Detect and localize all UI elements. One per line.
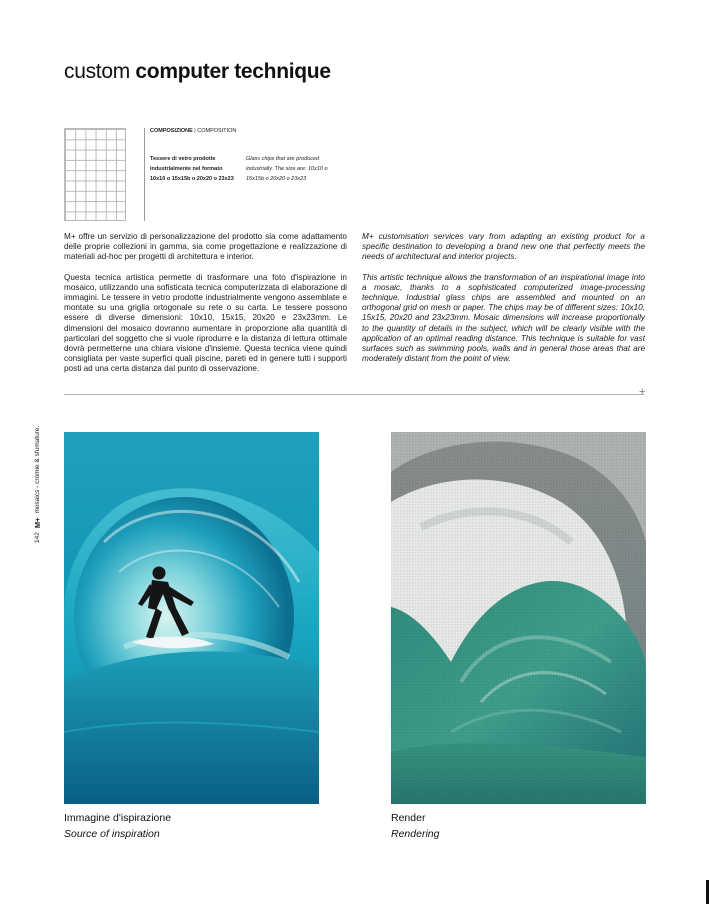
mosaic-render-image xyxy=(391,432,646,804)
composition-heading-en: COMPOSITION xyxy=(197,128,237,134)
body-column-english xyxy=(362,232,645,374)
page-number: 142 xyxy=(33,532,41,543)
spec-en-line: industrially. The size are: 10x10 o xyxy=(246,166,328,172)
spec-en-line: Glass chips that are produced xyxy=(246,156,320,162)
spec-it-line: industrialmente nel formato xyxy=(150,166,223,172)
composition-heading-it: COMPOSIZIONE xyxy=(150,128,193,134)
brand-logo: M+ xyxy=(32,517,42,529)
composition-heading xyxy=(150,126,236,136)
running-footer xyxy=(31,378,43,543)
caption-en: Rendering xyxy=(391,828,440,840)
composition-spec-en xyxy=(246,154,356,184)
spec-it-line: 10x10 o 15x15b o 20x20 o 23x23 xyxy=(150,176,234,182)
paragraph: M+ customisation services vary from adapting an existing product for a specific destination to developing a brand new one that perfectly meets the needs of architectural and interior projects. xyxy=(362,232,645,262)
paragraph: This artistic technique allows the transformation of an inspirational image into a mosaic, thanks to a sophisticated computerized image-processing technique. Industrial glass chips are assembled and mounted on an orthogonal grid on mesh or paper. The chips may be of different sizes: 10x10, 15x15, 20x20 and 23x23mm. Mosaic dimensions will increase proportionally to the quantity of details in the subject, which will be clearly visible with the application of an optimal reading distance. This technique is suitable for vast surfaces such as swimming pools, walls and in general those areas that are moderately distant from the point of view. xyxy=(362,272,645,364)
caption-render xyxy=(391,810,439,842)
body-column-italian xyxy=(64,232,347,385)
caption-it: Render xyxy=(391,812,426,824)
chip-grid-swatch xyxy=(64,128,126,221)
caption-en: Source of inspiration xyxy=(64,828,160,840)
caption-it: Immagine d'ispirazione xyxy=(64,812,172,824)
title-bold: computer technique xyxy=(135,60,331,83)
composition-separator: | xyxy=(192,128,198,134)
paragraph: M+ offre un servizio di personalizzazione del prodotto sia come adattamento delle proprie collezioni in gamma, sia come progettazione e realizzazione di materiali ad-hoc per progetti di architettura e interior. xyxy=(64,232,347,262)
page-edge-mark xyxy=(706,880,709,904)
mosaic-wave-image xyxy=(391,432,646,804)
surfer-wave-image xyxy=(64,432,319,804)
paragraph: Questa tecnica artistica permette di trasformare una foto d'ispirazione in mosaico, utilizzando una sofisticata tecnica computerizzata di elaborazione di immagini. Le tessere in vetro prodotte industrialmente vengono assemblate e montate su una griglia ortogonale su rete o su carta. Le tessere possono essere di diverse dimensioni: 10x10, 15x15, 20x20 e 23x23mm. Le dimensioni del mosaico dovranno aumentare in proporzione alla quantità di particolari del soggetto che si vuole riprodurre e la distanza di lettura ottimale dovrà permetterne una chiara visione d'insieme. Questa tecnica viene quindi consigliata per vaste superfici quali piscine, pareti ed in genere tutti i supporti posti ad una certa distanza dal punto di osservazione. xyxy=(64,272,347,374)
inspiration-photo xyxy=(64,432,319,804)
spec-en-line: 15x15b o 20x20 o 23x23 xyxy=(246,176,307,182)
spec-it-line: Tessere di vetro prodotte xyxy=(150,156,216,162)
running-footer-text: mosaics - cromie & sfumature. xyxy=(33,425,41,514)
title-light: custom xyxy=(64,60,136,83)
plus-mark: + xyxy=(639,386,646,398)
divider-vertical xyxy=(144,128,145,221)
page-title xyxy=(64,60,331,84)
composition-spec-it xyxy=(150,154,250,184)
caption-inspiration xyxy=(64,810,171,842)
horizontal-rule xyxy=(64,394,644,395)
